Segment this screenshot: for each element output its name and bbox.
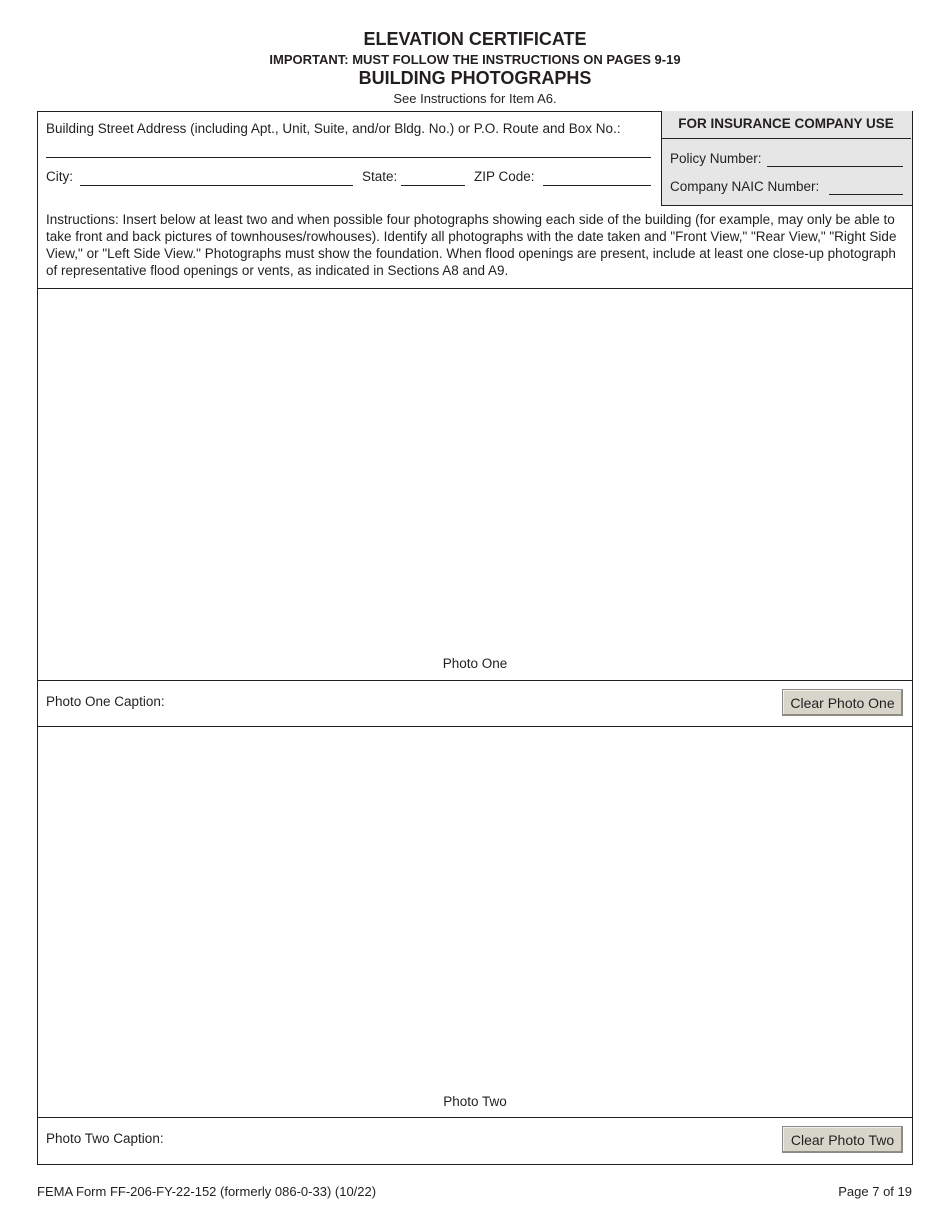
naic-number-label: Company NAIC Number: xyxy=(670,179,820,194)
insurance-box-header: FOR INSURANCE COMPANY USE xyxy=(661,111,911,139)
policy-number-label: Policy Number: xyxy=(670,151,762,166)
street-address-field[interactable] xyxy=(46,157,651,158)
clear-photo-one-button[interactable]: Clear Photo One xyxy=(782,689,903,716)
divider xyxy=(37,1117,913,1118)
photo-one-caption-field[interactable] xyxy=(170,689,770,715)
policy-number-field[interactable] xyxy=(767,166,903,167)
divider xyxy=(37,680,913,681)
instructions-text: Instructions: Insert below at least two and when possible four photographs showing each side of the building (for example, may only be able to take front and back pictures of townhouses/rowhouses). Identify all photographs with the date taken and "Front View," "Rear View," "Right Side View," or "Left Side View." Photographs must show the foundation. When flood openings are present, include at least one close-up photograph of representative flood openings or vents, as indicated in Sections A8 and A9. xyxy=(46,212,897,278)
photo-two-area[interactable] xyxy=(38,727,912,1117)
city-label: City: xyxy=(46,169,73,184)
form-number: FEMA Form FF-206-FY-22-152 (formerly 086-0-33) (10/22) xyxy=(37,1184,377,1199)
photo-two-caption-label: Photo Two Caption: xyxy=(46,1131,164,1146)
state-label: State: xyxy=(362,169,398,184)
page-number: Page 7 of 19 xyxy=(838,1184,912,1199)
photo-one-caption-label: Photo One Caption: xyxy=(46,694,165,709)
naic-number-field[interactable] xyxy=(829,194,903,195)
zip-field[interactable] xyxy=(543,185,651,186)
photo-one-area[interactable] xyxy=(38,289,912,680)
photo-two-caption-field[interactable] xyxy=(170,1126,770,1152)
section-title: BUILDING PHOTOGRAPHS xyxy=(358,68,592,88)
city-field[interactable] xyxy=(80,185,353,186)
photo-one-label: Photo One xyxy=(442,656,508,671)
street-address-label: Building Street Address (including Apt., Unit, Suite, and/or Bldg. No.) or P.O. Route and Box No.: xyxy=(46,121,621,136)
state-field[interactable] xyxy=(401,185,465,186)
clear-photo-two-button[interactable]: Clear Photo Two xyxy=(782,1126,903,1153)
photo-two-label: Photo Two xyxy=(443,1094,507,1109)
form-title: ELEVATION CERTIFICATE xyxy=(363,29,587,49)
see-instructions: See Instructions for Item A6. xyxy=(393,91,557,106)
important-notice: IMPORTANT: MUST FOLLOW THE INSTRUCTIONS ON PAGES 9-19 xyxy=(269,52,681,67)
zip-label: ZIP Code: xyxy=(474,169,535,184)
